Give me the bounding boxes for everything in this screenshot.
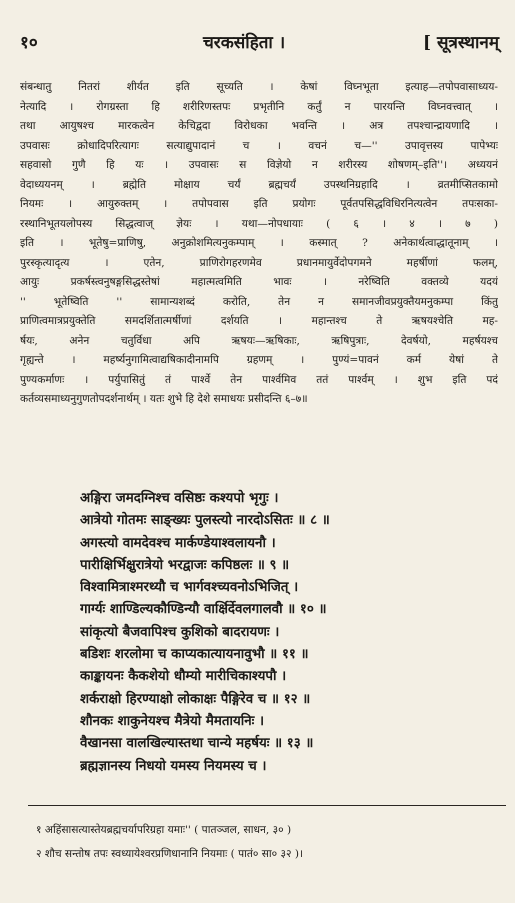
footnote: १ अहिंसासत्यास्तेयब्रह्मचर्यापरिग्रहा यमाः'' ( पातञ्जल, साधन, ३० ) xyxy=(36,824,292,836)
commentary-line: पुरस्कृत्यादृत्य । एतेन, प्राणिरोगहरणमेव प्रधानमायुर्वेदोपगमने महर्षीणां फलम्, xyxy=(20,256,498,269)
commentary-line: '' भूतेष्विति '' सामान्यशब्दं करोति, तेन न समानजीवप्रयुक्तैयमनुकम्पा किंतु xyxy=(20,295,498,308)
page-header xyxy=(20,30,499,58)
commentary-line: उपवासः क्रोधादिपरित्यागः सत्याद्युपादानं च । वचनं च—'' उपावृत्तस्य पापेभ्यः xyxy=(20,139,498,152)
verse-line: विश्वामित्राश्मरथ्यौ च भार्गवश्च्यवनोऽभिजित् । xyxy=(80,579,299,596)
commentary-line: र्षयः, अनेन चतुर्विधा अपि ऋषयः—ऋषिकाः, ऋषिपुत्राः, देवर्षयो, महर्षयश्च xyxy=(20,334,498,347)
verse-block xyxy=(80,487,490,777)
commentary-line: प्राणित्वमात्रप्रयुक्तेति समदर्शितात्मर्षीणां दर्शयति । महान्तश्च ते ऋषयश्चेति मह- xyxy=(20,315,498,327)
book-title: चरकसंहिता । xyxy=(203,33,286,53)
commentary-line: आयुः प्रकर्षस्त्वनुषङ्गसिद्धस्तेषां महात्मत्वमिति भावः । नरेष्विति वक्तव्ये यदयं xyxy=(20,276,498,288)
verse-line: पारीक्षिर्भिक्षुरात्रेयो भरद्वाजः कपिष्ठलः ॥ ९ ॥ xyxy=(80,556,290,573)
footnote-divider xyxy=(28,805,506,806)
verse-line: वैखानसा वालखिल्यास्तथा चान्ये महर्षयः ॥ १३ ॥ xyxy=(80,735,314,752)
commentary-line: नियमः । आयुरुक्तम् । तपोपवास इति प्रयोगः पूर्वतपसिद्धविधिरनित्यत्वेन तपःसका- xyxy=(20,198,498,210)
verse-line: ब्रह्मज्ञानस्य निधयो यमस्य नियमस्य च । xyxy=(80,757,267,774)
commentary-line: संबन्धातु नितरां शीर्यत इति सूच्यति । केषां विघ्नभूता इत्याह—तपोपवासाध्यय- xyxy=(20,81,498,93)
verse-line: अङ्गिरा जमदग्निश्च वसिष्ठः कश्यपो भृगुः । xyxy=(80,490,279,506)
footnote: २ शौच सन्तोष तपः स्वध्यायेश्वरप्रणिधानानि नियमाः ( पातं० सा० ३२ )। xyxy=(36,848,304,860)
commentary-line: नेत्यादि । रोगग्रस्ता हि शरीरिणस्तपः प्रभृतीनि कर्तुं न पारयन्ति विघ्नवत्त्वात् । xyxy=(20,100,498,113)
commentary-line: तथा आयुषश्च मारकत्वेन केचिद्वदा विरोधका भवन्ति । अत्र तपश्चान्द्रायणादि । xyxy=(20,120,498,132)
verse-line: गार्ग्यः शाण्डिल्यकौण्डिन्यौ वार्क्षिर्देवलगालवौ ॥ १० ॥ xyxy=(80,601,327,618)
commentary-line: पुण्यकर्माणः । पर्युपासितुं तं पार्श्वे तेन पार्श्वमिव ततं पार्श्वम् । शुभ इति पदं xyxy=(20,373,498,386)
verse-line: सांकृत्यो बैजवापिश्च कुशिको बादरायणः । xyxy=(80,623,280,640)
footnotes xyxy=(36,818,506,866)
verse-line: अगस्त्यो वामदेवश्च मार्कण्डेयाश्वलायनौ । xyxy=(80,534,276,551)
commentary-line: इति । भूतेषु=प्राणिषु, अनुक्रोशमित्यनुकम्पाम् । कस्मात् ? अनेकार्थत्वाद्धातूनाम् । xyxy=(20,237,498,249)
verse-line: काङ्कायनः कैकशेयो धौम्यो मारीचिकाश्यपौ । xyxy=(80,668,287,685)
commentary-line: गृह्यन्ते । महर्ष्यनुगामित्वाद्यषिकादीनामपि ग्रहणम् । पुण्यं=पावनं कर्म येषां ते xyxy=(20,354,498,366)
verse-line: शर्कराक्षो हिरण्याक्षो लोकाक्षः पैङ्गिरेव च ॥ १२ ॥ xyxy=(80,690,311,707)
verse-line: बडिशः शरलोमा च काप्यकात्यायनावुभौ ॥ ११ ॥ xyxy=(80,646,309,663)
section-title: [ सूत्रस्थानम् xyxy=(423,33,499,53)
verse-line: शौनकः शाकुनेयश्च मैत्रेयो मैमतायनिः । xyxy=(80,712,265,729)
commentary-line: कर्तव्यसमाध्यनुगुणतोपदर्शनार्थम् । यतः शुभे हि देशे समाधयः प्रसीदन्ति ६–७॥ xyxy=(20,393,308,405)
commentary-text xyxy=(20,78,498,410)
commentary-line: सहवासो गुणै हि यः । उपवासः स विज्ञेयो न शरीरस्य शोषणम्–इति''। अध्ययनं xyxy=(20,159,498,171)
commentary-line: रस्थानिभूतयलोपस्य सिद्धत्वाज् ज्ञेयः । यथा—नोपधायाः ( ६ । ४ । ७ ) xyxy=(20,217,498,230)
verse-line: आत्रेयो गोतमः साङ्ख्यः पुलस्त्यो नारदोऽसितः ॥ ८ ॥ xyxy=(80,512,330,529)
page-number: १० xyxy=(20,33,38,53)
commentary-line: वेदाध्ययनम् । ब्रह्मेति मोक्षाय चर्यं ब्रह्मचर्यं उपस्थनिग्रहादि । व्रतमीप्सितकामो xyxy=(20,178,498,191)
